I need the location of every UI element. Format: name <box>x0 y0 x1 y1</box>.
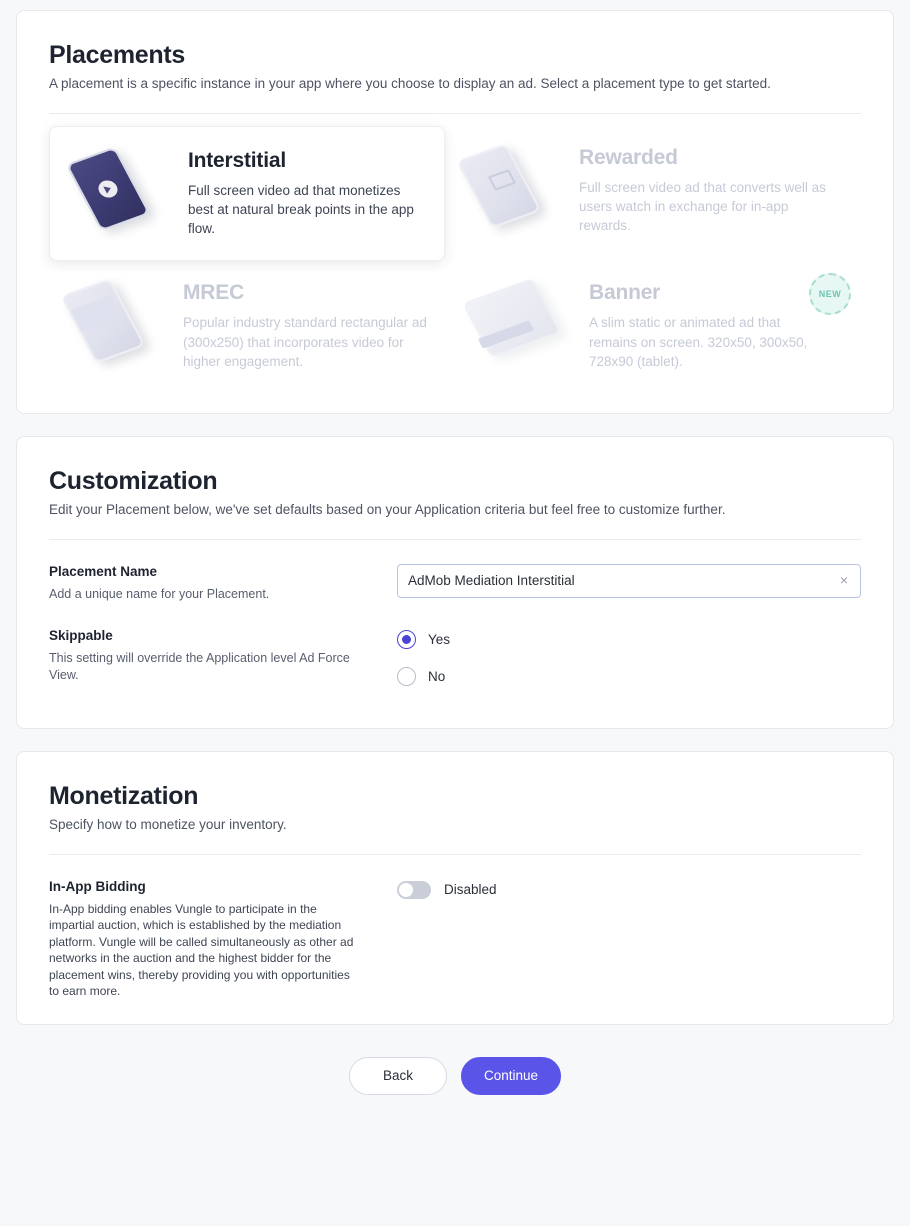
page-title: Placements <box>49 41 185 69</box>
customization-subtitle: Edit your Placement below, we've set defaults based on your Application criteria but feel free to customize further. <box>49 501 726 517</box>
radio-label: No <box>428 668 446 684</box>
placement-option-rewarded[interactable] <box>445 126 851 261</box>
skippable-help: This setting will override the Application level Ad Force View. <box>49 650 350 683</box>
in-app-bidding-toggle-row[interactable] <box>397 879 497 899</box>
interstitial-illustration-icon <box>64 147 174 227</box>
in-app-bidding-help: In-App bidding enables Vungle to participate in the impartial auction, which is established by the mediation platform. Vungle will be called simultaneously as other ad networks in the auction and the highest bidder for the placement wins, thereby providing you with opportunities to earn more. <box>49 901 354 999</box>
placement-options-grid <box>49 126 861 389</box>
radio-icon[interactable] <box>397 630 416 649</box>
back-button[interactable]: Back <box>349 1057 447 1095</box>
new-badge: NEW <box>809 273 851 315</box>
placement-option-banner[interactable] <box>455 261 861 388</box>
placement-name-row <box>49 564 861 604</box>
placement-option-title: MREC <box>183 281 245 305</box>
placement-option-description: Full screen video ad that monetizes best at natural break points in the app flow. <box>188 183 414 237</box>
divider <box>49 854 861 855</box>
customization-title: Customization <box>49 466 218 495</box>
placement-name-label: Placement Name <box>49 563 158 579</box>
divider <box>49 539 861 540</box>
wizard-footer <box>16 1047 894 1123</box>
skippable-option-no[interactable] <box>397 667 450 686</box>
divider <box>49 113 861 114</box>
customization-card <box>16 436 894 729</box>
in-app-bidding-toggle[interactable] <box>397 881 431 899</box>
rewarded-illustration-icon <box>455 144 565 224</box>
clear-icon[interactable]: × <box>839 571 849 588</box>
placement-option-description: A slim static or animated ad that remains on screen. 320x50, 300x50, 728x90 (tablet). <box>589 315 808 369</box>
in-app-bidding-row <box>49 879 861 1000</box>
placement-option-interstitial[interactable] <box>49 126 445 261</box>
skippable-radio-group <box>397 628 450 704</box>
mrec-illustration-icon <box>59 279 169 359</box>
skippable-row <box>49 628 861 704</box>
in-app-bidding-label: In-App Bidding <box>49 878 146 894</box>
monetization-title: Monetization <box>49 781 199 810</box>
radio-label: Yes <box>428 631 451 647</box>
placements-card <box>16 10 894 414</box>
placement-option-description: Popular industry standard rectangular ad (300x250) that incorporates video for higher engagement. <box>183 315 427 369</box>
continue-button[interactable]: Continue <box>461 1057 561 1095</box>
in-app-bidding-state: Disabled <box>444 882 497 898</box>
radio-icon[interactable] <box>397 667 416 686</box>
placement-option-description: Full screen video ad that converts well as users watch in exchange for in-app rewards. <box>579 180 826 234</box>
skippable-label: Skippable <box>49 627 113 643</box>
placement-name-help: Add a unique name for your Placement. <box>49 586 270 601</box>
monetization-subtitle: Specify how to monetize your inventory. <box>49 816 287 832</box>
placement-option-title: Banner <box>589 281 661 305</box>
placement-option-title: Rewarded <box>579 146 678 169</box>
placement-name-input[interactable] <box>397 564 861 598</box>
banner-illustration-icon <box>465 279 575 359</box>
monetization-card <box>16 751 894 1025</box>
placement-option-title: Interstitial <box>188 149 286 172</box>
skippable-option-yes[interactable] <box>397 630 450 649</box>
placements-subtitle: A placement is a specific instance in your app where you choose to display an ad. Select a placement type to get started. <box>49 76 771 91</box>
placement-option-mrec[interactable] <box>49 261 455 388</box>
